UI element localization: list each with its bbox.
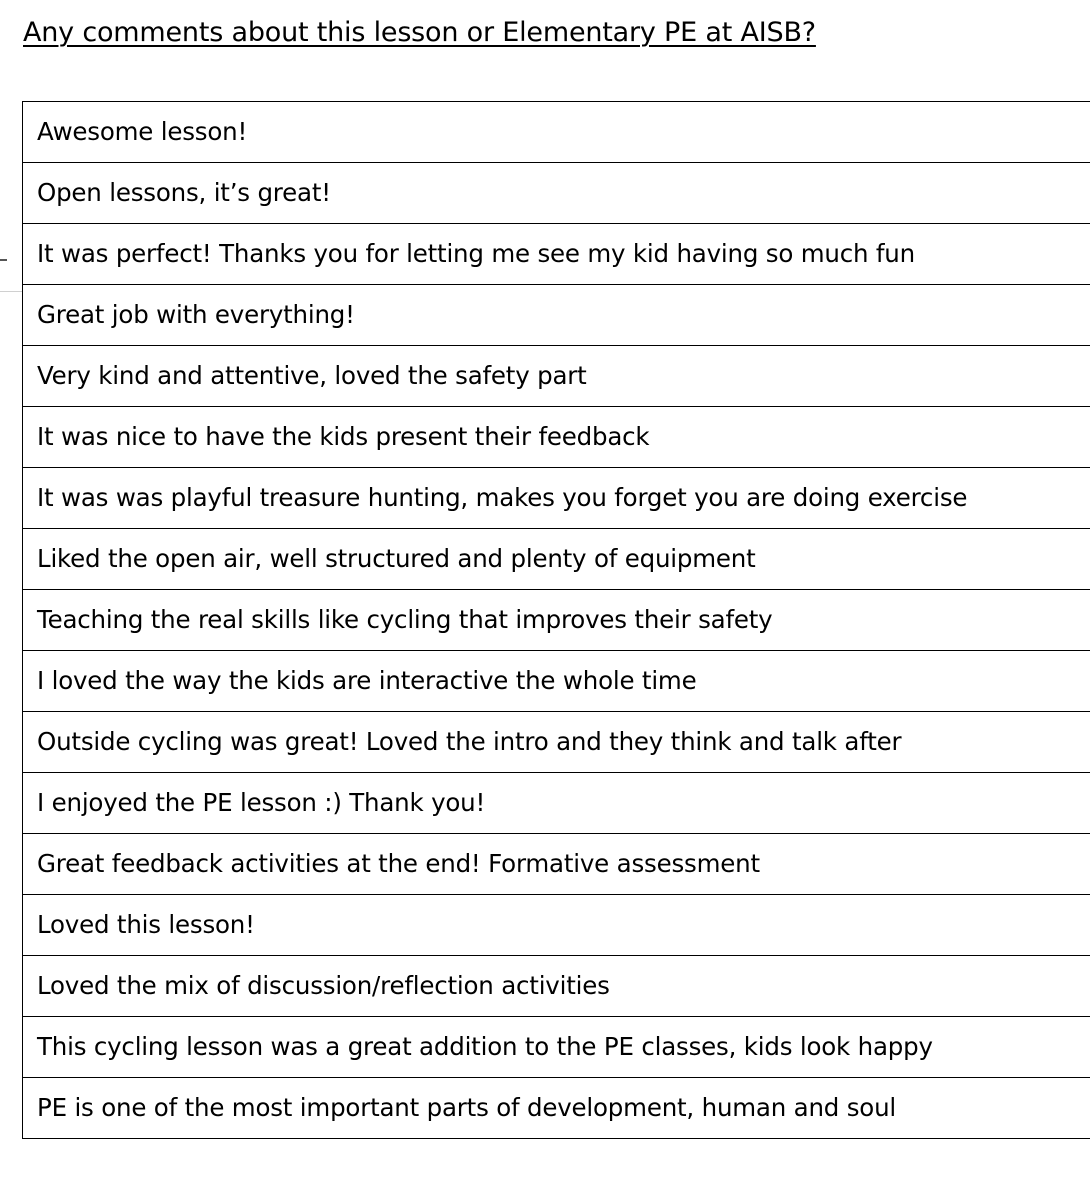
table-row	[23, 590, 1090, 651]
table-row	[23, 651, 1090, 712]
table-row	[23, 407, 1090, 468]
comment-cell: PE is one of the most important parts of development, human and soul	[23, 1078, 1090, 1139]
table-row	[23, 956, 1090, 1017]
comment-cell: Great job with everything!	[23, 285, 1090, 346]
comment-cell: Liked the open air, well structured and plenty of equipment	[23, 529, 1090, 590]
table-row	[23, 346, 1090, 407]
table-row	[23, 834, 1090, 895]
comment-cell: Open lessons, it’s great!	[23, 163, 1090, 224]
comment-cell: It was perfect! Thanks you for letting me see my kid having so much fun	[23, 224, 1090, 285]
gutter-divider	[0, 230, 22, 292]
table-row	[23, 224, 1090, 285]
table-row	[23, 712, 1090, 773]
table-row	[23, 1017, 1090, 1078]
comment-cell: Very kind and attentive, loved the safety part	[23, 346, 1090, 407]
comments-table	[22, 101, 1090, 1139]
table-row	[23, 285, 1090, 346]
table-row	[23, 102, 1090, 163]
comment-cell: Teaching the real skills like cycling that improves their safety	[23, 590, 1090, 651]
table-row	[23, 163, 1090, 224]
comment-cell: Great feedback activities at the end! Formative assessment	[23, 834, 1090, 895]
table-row	[23, 468, 1090, 529]
table-row	[23, 1078, 1090, 1139]
comment-cell: I loved the way the kids are interactive the whole time	[23, 651, 1090, 712]
comment-cell: I enjoyed the PE lesson :) Thank you!	[23, 773, 1090, 834]
table-row	[23, 773, 1090, 834]
comment-cell: It was was playful treasure hunting, makes you forget you are doing exercise	[23, 468, 1090, 529]
comment-cell: This cycling lesson was a great addition to the PE classes, kids look happy	[23, 1017, 1090, 1078]
comment-cell: It was nice to have the kids present their feedback	[23, 407, 1090, 468]
comment-cell: Loved the mix of discussion/reflection activities	[23, 956, 1090, 1017]
table-row	[23, 529, 1090, 590]
comment-cell: Awesome lesson!	[23, 102, 1090, 163]
comment-cell: Loved this lesson!	[23, 895, 1090, 956]
gutter-tick	[0, 259, 7, 261]
table-row	[23, 895, 1090, 956]
comment-cell: Outside cycling was great! Loved the intro and they think and talk after	[23, 712, 1090, 773]
page-title: Any comments about this lesson or Elementary PE at AISB?	[23, 17, 816, 48]
